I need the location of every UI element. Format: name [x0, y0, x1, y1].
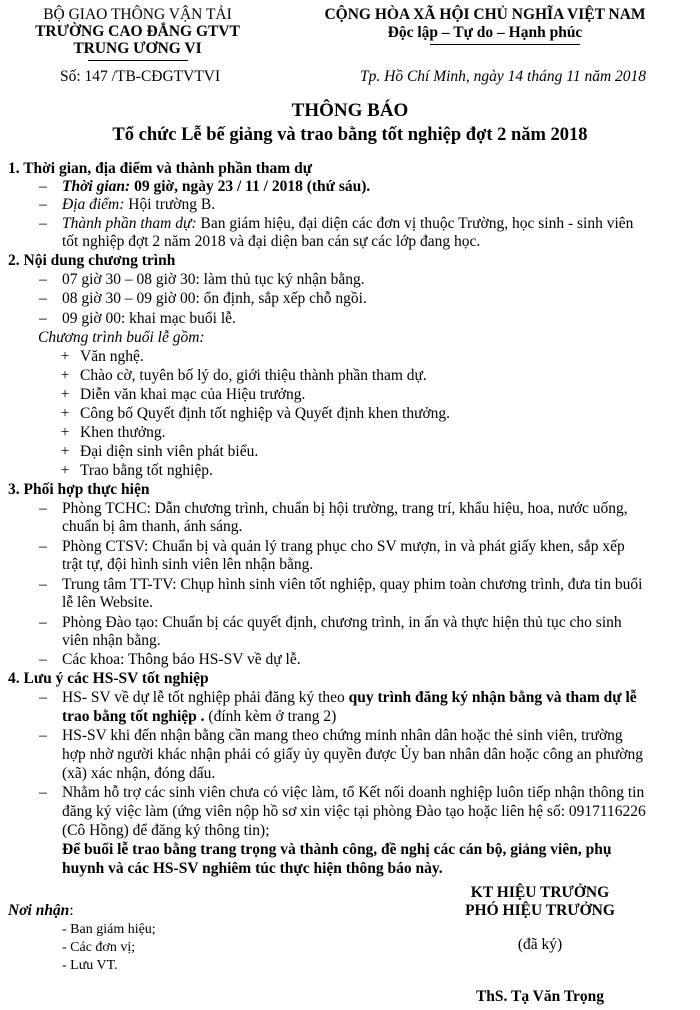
org-underline — [88, 60, 188, 61]
note-item-3-cont: (Cô Hồng) để đăng ký thông tin); — [62, 822, 270, 839]
sign-title-1: KT HIỆU TRƯỞNG — [470, 884, 610, 901]
doc-number: Số: 147 /TB-CĐGTVTVI — [60, 68, 221, 85]
plus-bullet: + — [60, 424, 70, 441]
signed-mark: (đã ký) — [517, 936, 563, 953]
coordination-item: Trung tâm TT-TV: Chụp hình sinh viên tốt nghiệp, quay phim toàn chương trình, đưa tin buổi — [62, 576, 643, 593]
nation-header — [275, 6, 695, 42]
program-item: Trao bằng tốt nghiệp. — [80, 462, 213, 479]
recipients-heading — [8, 902, 74, 920]
registration-procedure: quy trình đăng ký nhận bằng và tham dự lễ — [348, 689, 637, 706]
section2-heading: 2. Nội dung chương trình — [8, 252, 176, 269]
nation-name: CỘNG HÒA XÃ HỘI CHỦ NGHĨA VIỆT NAM — [324, 6, 646, 23]
coordination-item-cont: viên nhận bằng. — [62, 632, 161, 649]
school-name-2: TRUNG ƯƠNG VI — [73, 40, 202, 57]
note-item-2-cont: (xã) xác nhận, đóng dấu. — [62, 765, 216, 782]
schedule-item: 09 giờ 00: khai mạc buổi lễ. — [62, 310, 236, 327]
dash-bullet: – — [39, 271, 47, 288]
schedule-item: 08 giờ 30 – 09 giờ 00: ổn định, sắp xếp chỗ ngồi. — [62, 290, 367, 307]
registration-procedure-cont: trao bằng tốt nghiệp . — [62, 708, 205, 725]
dash-bullet: – — [39, 727, 47, 744]
plus-bullet: + — [60, 367, 70, 384]
place-label: Địa điểm: — [62, 196, 125, 213]
attendees-continued: tốt nghiệp đợt 2 năm 2018 và đại diện ban cán sự các lớp đang học. — [62, 233, 481, 250]
attendees-label: Thành phần tham dự: — [62, 215, 197, 232]
dash-bullet: – — [39, 500, 47, 517]
attachment-note: (đính kèm ở trang 2) — [204, 708, 337, 725]
note-item-3-cont: đăng ký việc làm (ứng viên nộp hồ sơ xin việc tại phòng Đào tạo hoặc liên hệ số: 0917116226 — [62, 803, 646, 820]
coordination-item-cont: trật tự, đội hình sinh viên lên nhận bằng. — [62, 556, 314, 573]
coordination-item-cont: lễ lên Website. — [62, 594, 154, 611]
dash-bullet: – — [39, 651, 47, 668]
program-item: Văn nghệ. — [80, 348, 144, 365]
doc-subtitle: Tổ chức Lễ bế giảng và trao bằng tốt nghiệp đợt 2 năm 2018 — [112, 125, 588, 145]
program-item: Công bố Quyết định tốt nghiệp và Quyết định khen thưởng. — [80, 405, 451, 422]
time-line — [62, 178, 370, 196]
note-text: HS- SV về dự lễ tốt nghiệp phải đăng ký theo — [62, 689, 349, 706]
closing-statement: Để buổi lễ trao bằng trang trọng và thành công, đề nghị các cán bộ, giảng viên, phụ — [62, 841, 612, 858]
dash-bullet: – — [39, 538, 47, 555]
place-date: Tp. Hồ Chí Minh, ngày 14 tháng 11 năm 2018 — [360, 68, 647, 85]
dash-bullet: – — [39, 290, 47, 307]
dash-bullet: – — [39, 689, 47, 706]
section3-heading: 3. Phối hợp thực hiện — [8, 481, 150, 498]
plus-bullet: + — [60, 443, 70, 460]
note-item-1 — [62, 689, 637, 707]
schedule-item: 07 giờ 30 – 08 giờ 30: làm thủ tục ký nhận bằng. — [62, 271, 365, 288]
program-item: Chào cờ, tuyên bố lý do, giới thiệu thành phần tham dự. — [80, 367, 427, 384]
dash-bullet: – — [39, 215, 47, 232]
coordination-item-cont: chuẩn bị âm thanh, ánh sáng. — [62, 518, 243, 535]
dash-bullet: – — [39, 576, 47, 593]
coordination-item: Phòng TCHC: Dẫn chương trình, chuẩn bị hội trường, trang trí, khẩu hiệu, hoa, nước uống, — [62, 500, 628, 517]
time-label: Thời gian: — [62, 178, 131, 195]
coordination-item: Phòng CTSV: Chuẩn bị và quản lý trang phục cho SV mượn, in và phát giấy khen, sắp xếp — [62, 538, 625, 555]
doc-title: THÔNG BÁO — [291, 100, 409, 121]
dash-bullet: – — [39, 178, 47, 195]
plus-bullet: + — [60, 462, 70, 479]
dash-bullet: – — [39, 196, 47, 213]
note-item-3: Nhằm hỗ trợ các sinh viên chưa có việc làm, tổ Kết nối doanh nghiệp luôn tiếp nhận thông tin — [62, 784, 645, 801]
program-label: Chương trình buổi lễ gồm: — [38, 329, 205, 346]
recipient-item: - Các đơn vị; — [62, 940, 136, 955]
dash-bullet: – — [39, 614, 47, 631]
section4-heading: 4. Lưu ý các HS-SV tốt nghiệp — [8, 670, 209, 687]
recipient-item: - Ban giám hiệu; — [62, 922, 156, 937]
place-value: Hội trường B. — [124, 196, 216, 213]
time-value: 09 giờ, ngày 23 / 11 / 2018 (thứ sáu). — [130, 178, 371, 195]
org-header — [10, 6, 265, 57]
program-item: Khen thưởng. — [80, 424, 166, 441]
coordination-item: Các khoa: Thông báo HS-SV về dự lễ. — [62, 651, 301, 668]
place-line — [62, 196, 215, 214]
closing-statement-cont: huynh và các HS-SV nghiêm túc thực hiện thông báo này. — [62, 860, 443, 877]
ministry-name: BỘ GIAO THÔNG VẬN TẢI — [43, 6, 232, 23]
dash-bullet: – — [39, 310, 47, 327]
note-item-2-cont: hợp nhờ người khác nhận phải có giấy ủy quyền được Ủy ban nhân dân hoặc công an phường — [62, 746, 643, 763]
recipient-item: - Lưu VT. — [62, 958, 118, 973]
dash-bullet: – — [39, 784, 47, 801]
coordination-item: Phòng Đào tạo: Chuẩn bị các quyết định, chương trình, in ấn và thực hiện thủ tục cho sinh — [62, 614, 622, 631]
school-name: TRƯỜNG CAO ĐẲNG GTVT — [35, 23, 240, 40]
plus-bullet: + — [60, 405, 70, 422]
signature-block — [415, 884, 665, 920]
signer-name: ThS. Tạ Văn Trọng — [475, 988, 605, 1005]
plus-bullet: + — [60, 386, 70, 403]
attendees-line — [62, 215, 633, 233]
motto: Độc lập – Tự do – Hạnh phúc — [387, 24, 583, 41]
sign-title-2: PHÓ HIỆU TRƯỞNG — [465, 902, 615, 919]
program-item: Đại diện sinh viên phát biểu. — [80, 443, 259, 460]
note-item-2: HS-SV khi đến nhận bằng cần mang theo chứng minh nhân dân hoặc thẻ sinh viên, trường — [62, 727, 623, 744]
plus-bullet: + — [60, 348, 70, 365]
note-item-1-cont — [62, 708, 336, 726]
recipients-label: Nơi nhận — [8, 902, 70, 919]
attendees-value: Ban giám hiệu, đại diện các đơn vị thuộc Trường, học sinh - sinh viên — [196, 215, 634, 232]
motto-underline — [430, 44, 580, 45]
section1-heading: 1. Thời gian, địa điểm và thành phần tham dự — [8, 160, 313, 177]
recipients-colon: : — [69, 902, 74, 919]
program-item: Diễn văn khai mạc của Hiệu trưởng. — [80, 386, 306, 403]
